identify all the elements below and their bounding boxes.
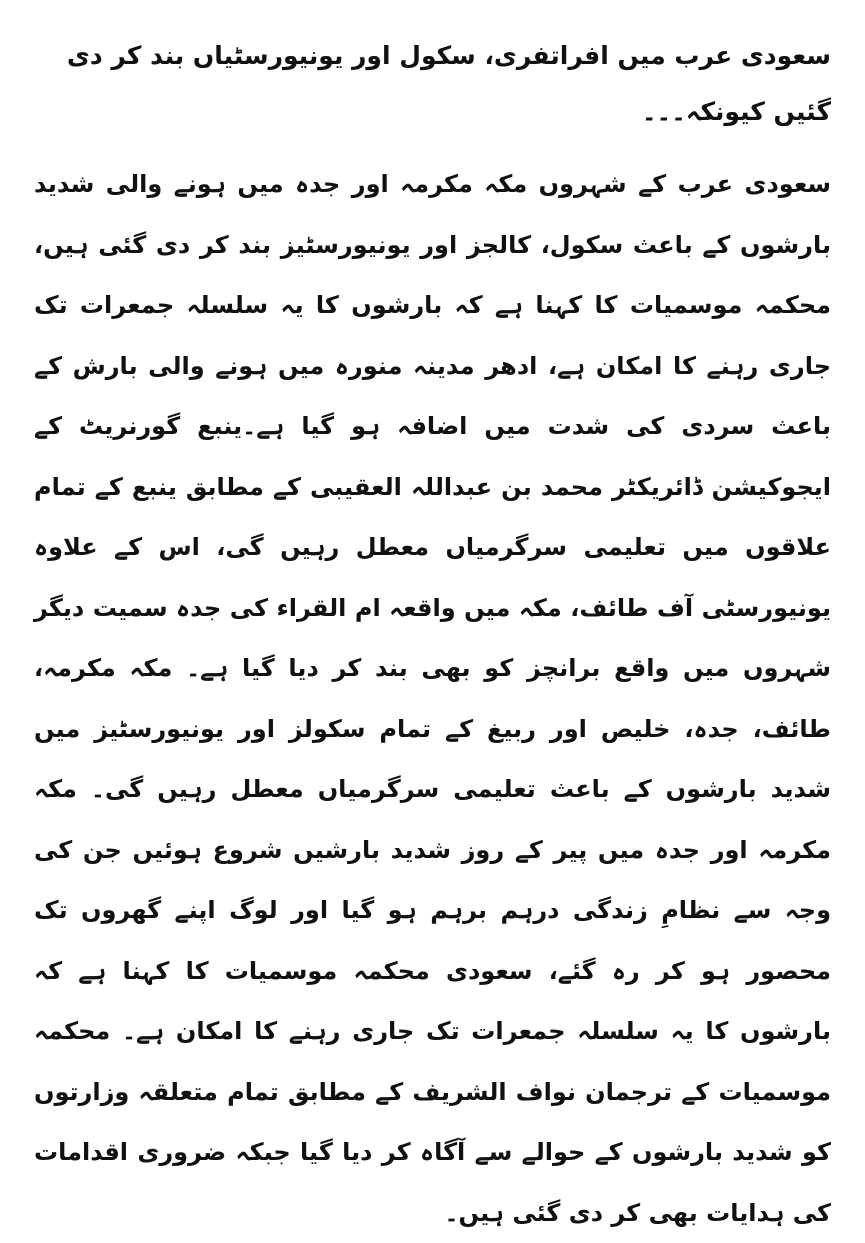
article-body: سعودی عرب کے شہروں مکہ مکرمہ اور جدہ میں ہونے والی شدید بارشوں کے باعث سکول، کالجز اور یونیورسٹیز بند کر دی گئی ہیں، محکمہ موسمیات کا کہنا ہے کہ بارشوں کا یہ سلسلہ جمعرات تک جاری رہنے کا امکان ہے، ادھر مدینہ منورہ میں ہونے والی بارش کے باعث سردی کی شدت میں اضافہ ہو گیا ہے۔ینبع گورنریٹ کے ایجوکیشن ڈائریکٹر محمد بن عبداللہ العقیبی کے مطابق ینبع کے تمام علاقوں میں تعلیمی سرگرمیاں معطل رہیں گی، اس کے علاوہ یونیورسٹی آف طائف، مکہ میں واقعہ ام القراء کی جدہ سمیت دیگر شہروں میں واقع برانچز کو بھی بند کر دیا گیا ہے۔ مکہ مکرمہ، طائف، جدہ، خلیص اور ربیغ کے تمام سکولز اور یونیورسٹیز میں شدید بارشوں کے باعث تعلیمی سرگرمیاں معطل رہیں گی۔ مکہ مکرمہ اور جدہ میں پیر کے روز شدید بارشیں شروع ہوئیں جن کی وجہ سے نظامِ زندگی درہم برہم ہو گیا اور لوگ اپنے گھروں تک محصور ہو کر رہ گئے، سعودی محکمہ موسمیات کا کہنا ہے کہ بارشوں کا یہ سلسلہ جمعرات تک جاری رہنے کا امکان ہے۔ محکمہ موسمیات کے ترجمان نواف الشریف کے مطابق تمام متعلقہ وزارتوں کو شدید بارشوں کے حوالے سے آگاہ کر دیا گیا جبکہ ضروری اقدامات کی ہدایات بھی کر دی گئی ہیں۔ <box>34 170 831 1227</box>
article-headline: سعودی عرب میں افراتفری، سکول اور یونیورسٹیاں بند کر دی گئیں کیونکہ۔۔۔ <box>66 41 831 126</box>
